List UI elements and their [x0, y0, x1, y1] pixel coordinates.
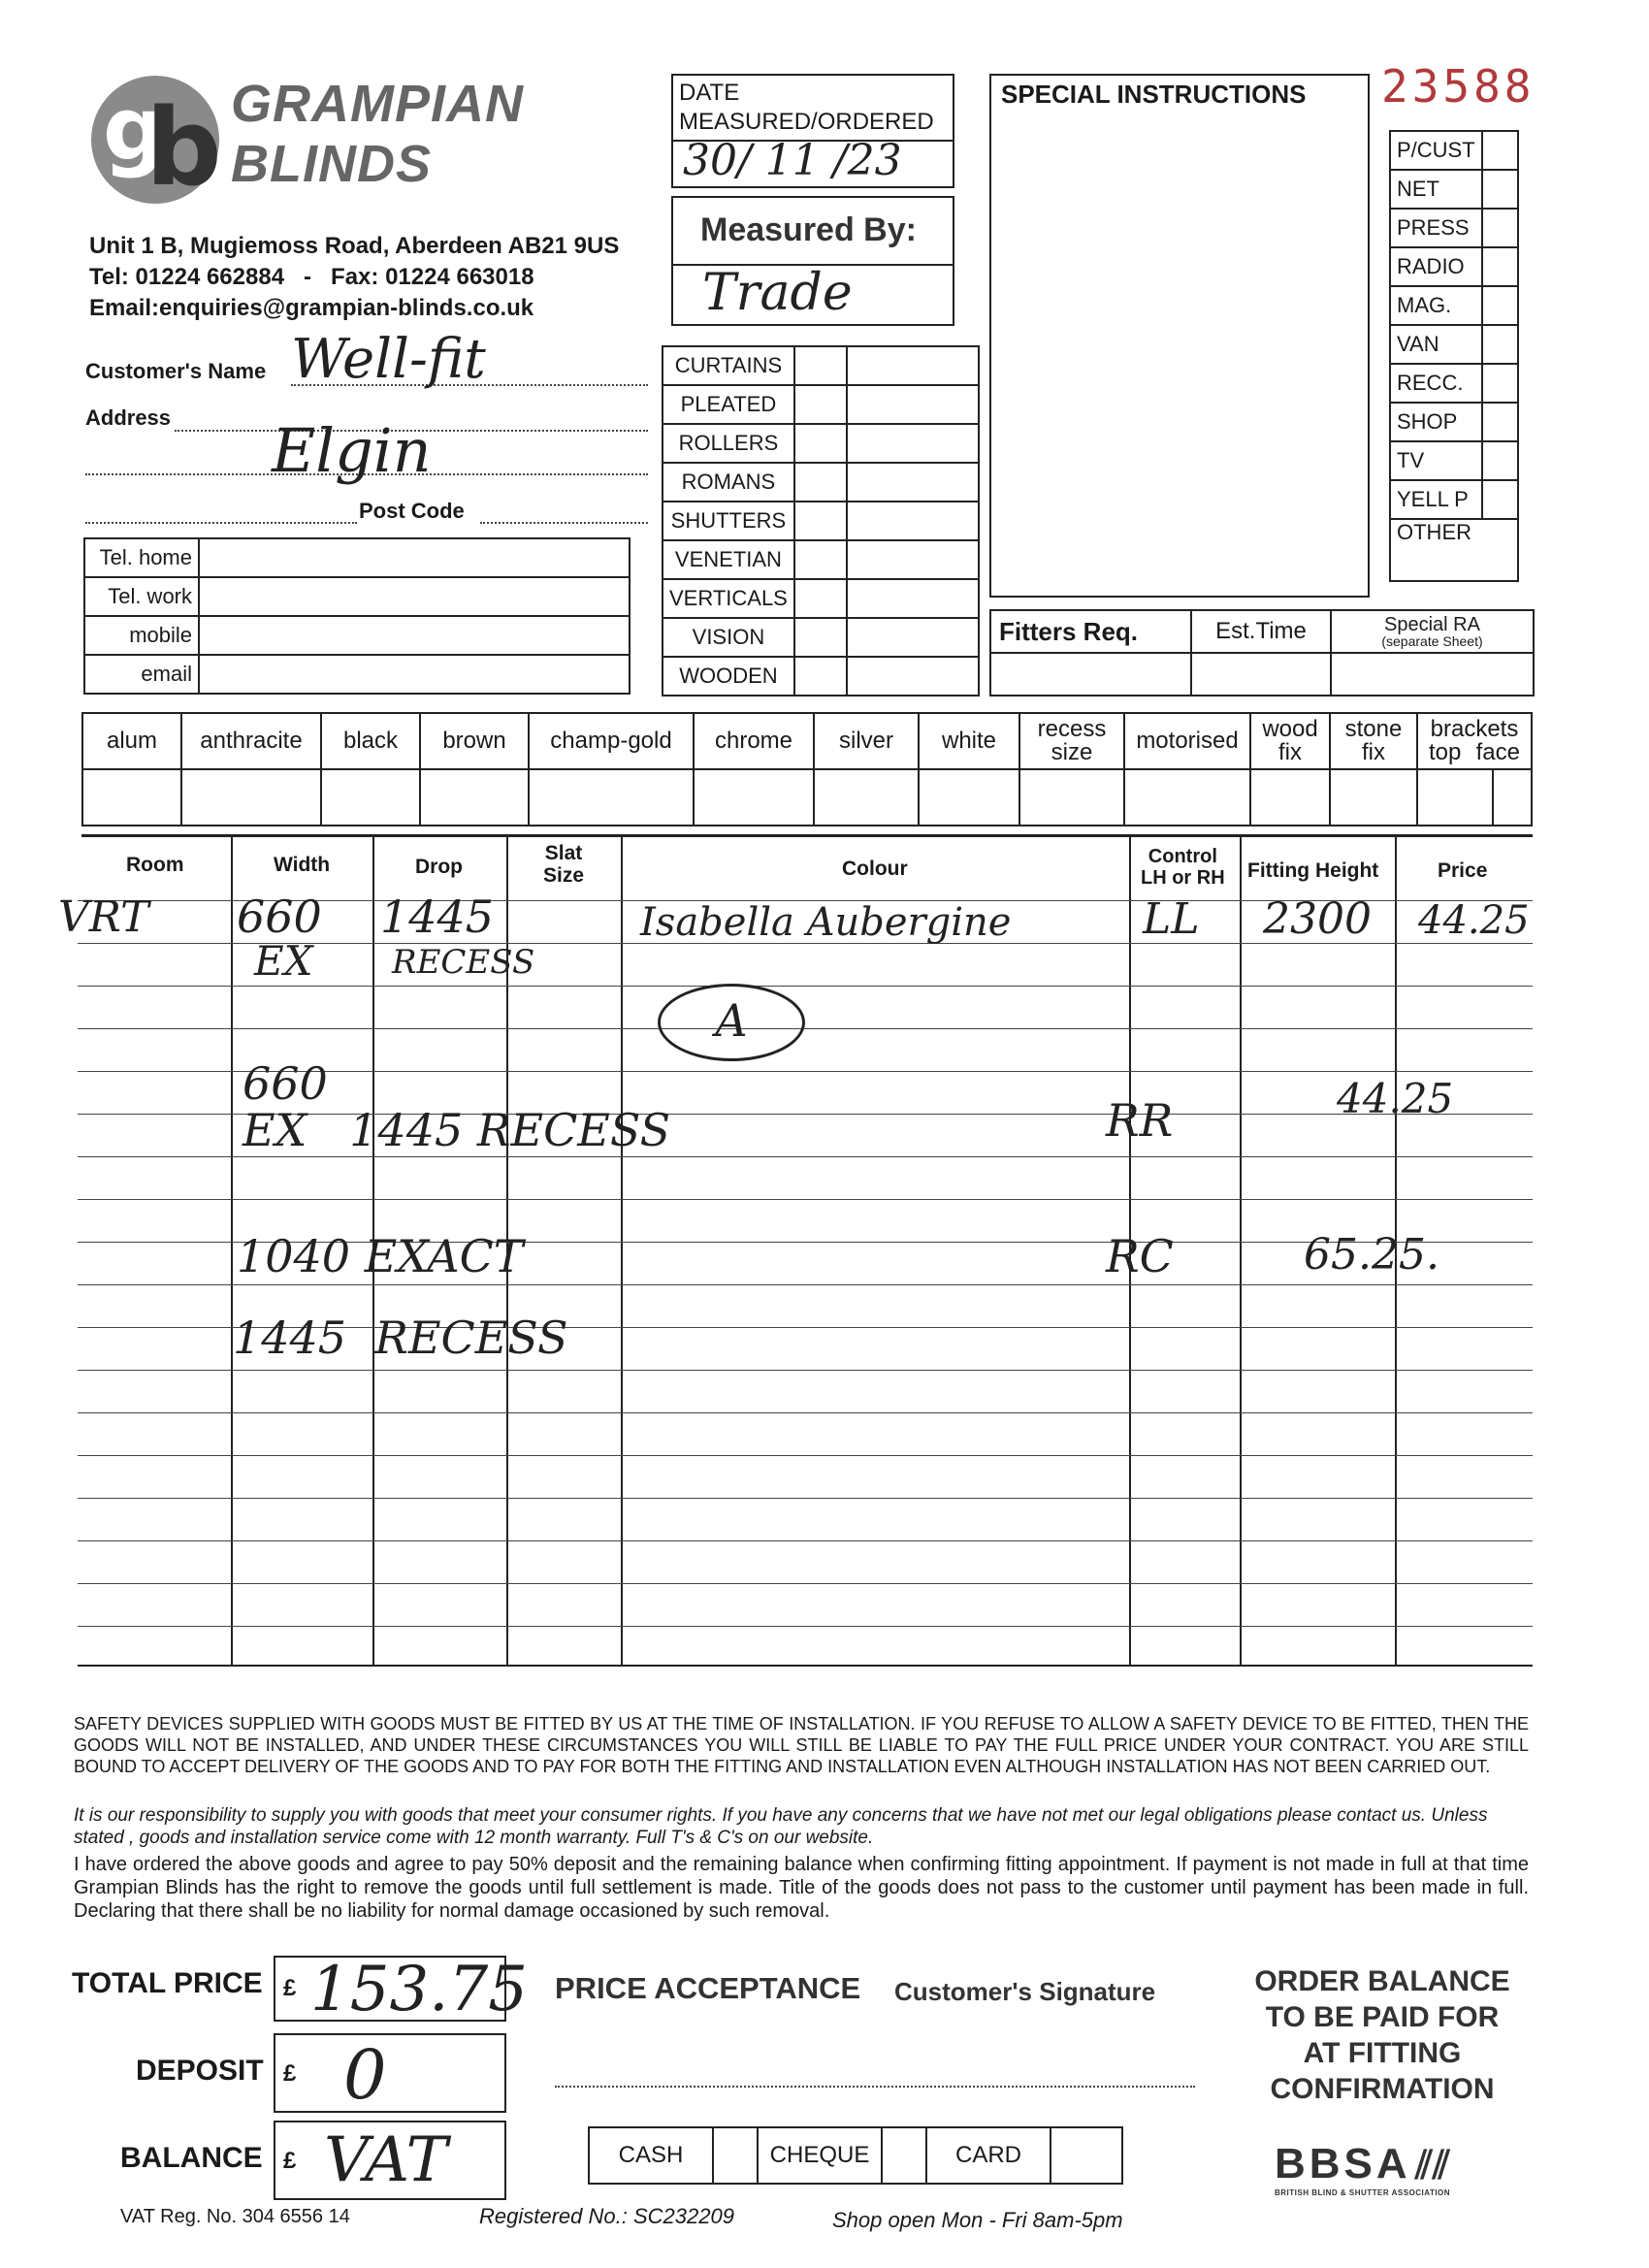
special-instructions-box [989, 74, 1370, 598]
stone-fix-sub: fix [1362, 739, 1385, 765]
date-label-1: DATE [679, 80, 740, 106]
postcode-line-left [85, 522, 357, 524]
wood-label: wood [1262, 716, 1318, 742]
registered-no: Registered No.: SC232209 [479, 2204, 734, 2228]
entry-colour: Isabella Aubergine [640, 900, 1012, 945]
source-label: OTHER [1390, 519, 1518, 581]
product-row [663, 540, 979, 579]
product-row [663, 385, 979, 424]
finish-label: black [321, 713, 420, 769]
product-row [663, 657, 979, 696]
entry-line-2: EX 1445 RECESS [242, 1104, 671, 1156]
slat-label-1: Slat [544, 842, 583, 864]
finish-check[interactable] [814, 769, 919, 826]
finishes-table [81, 712, 1533, 826]
col-price: Price [1438, 859, 1488, 882]
signature-line[interactable] [555, 2086, 1195, 2088]
date-label-2: MEASURED/ORDERED [679, 109, 934, 135]
payment-card-check[interactable] [1051, 2127, 1122, 2184]
entry-control-3: RC [1106, 1230, 1174, 1282]
entry-drop: 1445 [380, 891, 495, 943]
total-price-label: TOTAL PRICE [72, 1967, 263, 1999]
product-label: CURTAINS [663, 346, 794, 385]
notice-line: ORDER BALANCE [1254, 1965, 1510, 1997]
col-colour: Colour [842, 858, 908, 880]
brackets-top-value[interactable] [1417, 769, 1493, 826]
customer-signature-label: Customer's Signature [894, 1977, 1156, 2006]
product-row [663, 463, 979, 502]
product-row [663, 618, 979, 657]
notice-line: CONFIRMATION [1270, 2073, 1495, 2105]
wood-fix-value[interactable] [1250, 769, 1330, 826]
product-row [663, 346, 979, 385]
brackets-label [1417, 713, 1532, 769]
product-check[interactable] [794, 502, 847, 540]
consumer-rights-notice: It is our responsibility to supply you with goods that meet your consumer rights. If you have any concerns that we have not met our legal obligations please contact us. Unless stated , goods and installation service come with 12 month warranty. Full T's & C's on our website. [74, 1805, 1488, 1848]
source-row [1390, 441, 1518, 480]
product-check[interactable] [794, 385, 847, 424]
special-ra-cell [1331, 610, 1534, 653]
address-value: Elgin [272, 415, 432, 486]
source-check[interactable] [1482, 325, 1518, 364]
contact-label: email [84, 655, 199, 694]
finish-check[interactable] [529, 769, 694, 826]
source-label: YELL P [1390, 480, 1482, 519]
entry-width-2: 660 [242, 1057, 328, 1110]
contact-row [84, 655, 630, 694]
total-currency: £ [283, 1975, 297, 2001]
entry-fitting-height: 2300 [1263, 894, 1372, 944]
finish-label: silver [814, 713, 919, 769]
product-label: PLEATED [663, 385, 794, 424]
finish-label: champ-gold [529, 713, 694, 769]
entry-drop-note: RECESS [392, 943, 535, 982]
payment-cheque-label: CHEQUE [758, 2127, 882, 2184]
source-label: TV [1390, 441, 1482, 480]
product-check[interactable] [794, 540, 847, 579]
postcode-line [480, 522, 648, 524]
balance-value: VAT [324, 2124, 448, 2196]
circled-a-mark [658, 984, 805, 1061]
sources-table [1389, 130, 1519, 582]
brackets-face-value[interactable] [1493, 769, 1532, 826]
entry-control-2: RR [1106, 1094, 1174, 1147]
product-qty[interactable] [847, 463, 979, 502]
measured-by-box [671, 196, 954, 326]
source-row [1390, 131, 1518, 170]
wood-fix-sub: fix [1278, 739, 1302, 765]
source-check[interactable] [1482, 480, 1518, 519]
bbsa-logo [1275, 2140, 1507, 2197]
deposit-currency: £ [283, 2060, 297, 2087]
product-label: VERTICALS [663, 579, 794, 618]
col-fitting: Fitting Height [1247, 859, 1379, 882]
col-room: Room [126, 854, 184, 876]
source-label: MAG. [1390, 286, 1482, 325]
safety-notice: SAFETY DEVICES SUPPLIED WITH GOODS MUST BE FITTED BY US AT THE TIME OF INSTALLATION. IF YOU REFUSE TO ALLOW A SAFETY DEVICE TO BE FITTED, THEN THE GOODS WILL NOT BE INSTALLED, AND UNDER THESE CIRCUMSTANCES YOU WILL STILL BE LIABLE TO PAY THE FULL PRICE UNDER YOUR CONTRACT. YOU ARE STILL BOUND TO ACCEPT DELIVERY OF THE GOODS AND TO PAY FOR BOTH THE FITTING AND INSTALLATION EVEN ALTHOUGH INSTALLATION HAS NOT BEEN CARRIED OUT. [74, 1714, 1529, 1776]
stone-fix-value[interactable] [1330, 769, 1417, 826]
fitters-table [989, 609, 1535, 697]
balance-box[interactable] [274, 2121, 506, 2200]
order-balance-notice [1232, 1963, 1533, 2107]
product-qty[interactable] [847, 618, 979, 657]
products-table [662, 345, 980, 697]
company-name-line2: BLINDS [231, 135, 432, 193]
circled-a-text: A [715, 994, 748, 1047]
brackets-title: brackets [1430, 716, 1519, 742]
contact-row [84, 538, 630, 577]
customer-name-value: Well-fit [291, 328, 486, 391]
contact-value[interactable] [199, 577, 630, 616]
customer-name-label: Customer's Name [85, 359, 267, 383]
contact-row [84, 577, 630, 616]
product-label: SHUTTERS [663, 502, 794, 540]
contact-label: Tel. work [84, 577, 199, 616]
product-label: ROMANS [663, 463, 794, 502]
source-label: SHOP [1390, 403, 1482, 441]
source-check[interactable] [1482, 441, 1518, 480]
product-label: WOODEN [663, 657, 794, 696]
bbsa-subtitle: BRITISH BLIND & SHUTTER ASSOCIATION [1275, 2188, 1451, 2197]
product-qty[interactable] [847, 657, 979, 696]
product-check[interactable] [794, 346, 847, 385]
company-phone: Tel: 01224 662884 - Fax: 01224 663018 [89, 264, 534, 290]
payment-cheque-check[interactable] [882, 2127, 926, 2184]
bbsa-stripes-icon: ⫽⫽ [1415, 2144, 1450, 2187]
special-ra-label: Special RA [1384, 614, 1480, 635]
entry-control: LL [1143, 894, 1200, 944]
contact-label: Tel. home [84, 538, 199, 577]
deposit-label: DEPOSIT [136, 2055, 264, 2087]
gb-logo-icon [85, 70, 231, 206]
product-label: ROLLERS [663, 424, 794, 463]
recess-label: recess [1037, 716, 1107, 742]
source-label: RECC. [1390, 364, 1482, 403]
product-qty[interactable] [847, 579, 979, 618]
finish-label: alum [82, 713, 181, 769]
address-label: Address [85, 405, 172, 430]
date-value: 30/ 11 /23 [683, 136, 902, 185]
motorised-value[interactable] [1124, 769, 1250, 826]
product-qty[interactable] [847, 540, 979, 579]
finish-check[interactable] [694, 769, 814, 826]
finish-check[interactable] [181, 769, 321, 826]
entry-price: 44.25 [1418, 898, 1530, 943]
product-label: VENETIAN [663, 540, 794, 579]
deposit-terms: I have ordered the above goods and agree to pay 50% deposit and the remaining balance when confirming fitting appointment. If payment is not made in full at that time Grampian Blinds has the right to remove the goods until full settlement is made. Title of the goods does not pass to the customer until payment has been made in full. Declaring that there shall be no liability for normal damage occasioned by such removal. [74, 1854, 1529, 1922]
payment-cash-label: CASH [589, 2127, 713, 2184]
source-label: NET [1390, 170, 1482, 209]
source-row [1390, 286, 1518, 325]
price-acceptance-label: PRICE ACCEPTANCE [555, 1971, 861, 2005]
special-instructions-label: SPECIAL INSTRUCTIONS [1001, 80, 1307, 109]
product-check[interactable] [794, 657, 847, 696]
brackets-face: face [1475, 739, 1520, 765]
source-label: RADIO [1390, 247, 1482, 286]
motorised-label: motorised [1124, 713, 1250, 769]
control-label-1: Control [1148, 846, 1217, 867]
shop-hours: Shop open Mon - Fri 8am-5pm [832, 2208, 1123, 2232]
deposit-box[interactable] [274, 2033, 506, 2113]
product-check[interactable] [794, 618, 847, 657]
svg-text:g: g [103, 79, 166, 180]
source-row [1390, 480, 1518, 519]
payment-cash-check[interactable] [713, 2127, 758, 2184]
finish-label: brown [420, 713, 529, 769]
notice-line: AT FITTING [1303, 2037, 1462, 2069]
product-row [663, 502, 979, 540]
contact-table [83, 537, 630, 695]
entry-price-2: 44.25 [1337, 1075, 1454, 1122]
payment-methods-table [588, 2126, 1123, 2185]
company-address: Unit 1 B, Mugiemoss Road, Aberdeen AB21 9US [89, 233, 620, 259]
product-check[interactable] [794, 463, 847, 502]
contact-value[interactable] [199, 616, 630, 655]
total-price-value: 153.75 [310, 1954, 528, 2025]
bbsa-logo-text: BBSA [1275, 2140, 1411, 2187]
est-time-value[interactable] [1191, 653, 1331, 696]
contact-row [84, 616, 630, 655]
col-drop: Drop [415, 856, 463, 878]
finish-label: anthracite [181, 713, 321, 769]
slat-label-2: Size [543, 864, 585, 888]
contact-label: mobile [84, 616, 199, 655]
recess-size-label [1019, 713, 1124, 769]
col-width: Width [274, 854, 331, 876]
form-number: 23588 [1381, 60, 1536, 113]
size-label: size [1051, 739, 1093, 765]
measured-by-label: Measured By: [700, 211, 917, 248]
product-qty[interactable] [847, 385, 979, 424]
source-label: VAN [1390, 325, 1482, 364]
order-table-top-rule [81, 834, 1533, 837]
contact-value[interactable] [199, 655, 630, 694]
special-ra-sub: (separate Sheet) [1381, 633, 1483, 649]
col-slat [543, 842, 584, 887]
source-check[interactable] [1482, 286, 1518, 325]
postcode-label: Post Code [359, 499, 465, 523]
col-control [1141, 846, 1225, 889]
source-row [1390, 209, 1518, 247]
measured-by-value: Trade [702, 264, 853, 322]
source-check[interactable] [1482, 403, 1518, 441]
finish-check[interactable] [82, 769, 181, 826]
entry-line-4: 1445 RECESS [233, 1312, 568, 1364]
control-label-2: LH or RH [1141, 867, 1225, 889]
source-check[interactable] [1482, 247, 1518, 286]
date-box [671, 74, 954, 188]
entry-line-3: 1040 EXACT [237, 1230, 524, 1282]
vat-reg: VAT Reg. No. 304 6556 14 [120, 2206, 350, 2227]
source-check[interactable] [1482, 209, 1518, 247]
balance-currency: £ [283, 2148, 297, 2174]
source-check[interactable] [1482, 364, 1518, 403]
entry-price-3: 65.25. [1304, 1230, 1439, 1280]
source-row [1390, 519, 1518, 581]
deposit-value: 0 [343, 2035, 387, 2115]
finish-check[interactable] [420, 769, 529, 826]
stone-label: stone [1344, 716, 1403, 742]
product-row [663, 424, 979, 463]
product-label: VISION [663, 618, 794, 657]
company-name-line1: GRAMPIAN [231, 75, 524, 133]
product-qty[interactable] [847, 502, 979, 540]
contact-value[interactable] [199, 538, 630, 577]
finish-check[interactable] [919, 769, 1019, 826]
product-qty[interactable] [847, 346, 979, 385]
brackets-top: top [1429, 739, 1462, 765]
product-check[interactable] [794, 579, 847, 618]
fitters-req-value[interactable] [990, 653, 1191, 696]
source-row [1390, 247, 1518, 286]
balance-label: BALANCE [120, 2142, 263, 2174]
stone-fix-label [1330, 713, 1417, 769]
recess-size-value[interactable] [1019, 769, 1124, 826]
entry-width-note: EX [254, 937, 313, 985]
finish-label: chrome [694, 713, 814, 769]
source-row [1390, 325, 1518, 364]
source-row [1390, 403, 1518, 441]
wood-fix-label [1250, 713, 1330, 769]
source-check[interactable] [1482, 131, 1518, 170]
finish-check[interactable] [321, 769, 420, 826]
product-qty[interactable] [847, 424, 979, 463]
source-check[interactable] [1482, 170, 1518, 209]
entry-room: VRT [58, 892, 149, 942]
notice-line: TO BE PAID FOR [1265, 2001, 1500, 2033]
product-check[interactable] [794, 424, 847, 463]
payment-card-label: CARD [926, 2127, 1051, 2184]
finish-label: white [919, 713, 1019, 769]
product-row [663, 579, 979, 618]
source-row [1390, 364, 1518, 403]
est-time-label: Est.Time [1191, 610, 1331, 653]
svg-text:b: b [146, 85, 222, 206]
fitters-req-label: Fitters Req. [990, 610, 1191, 653]
total-price-box[interactable] [274, 1954, 528, 2025]
source-label: PRESS [1390, 209, 1482, 247]
company-logo [85, 70, 231, 206]
source-label: P/CUST [1390, 131, 1482, 170]
source-row [1390, 170, 1518, 209]
entry-width: 660 [237, 891, 322, 943]
company-email: Email:enquiries@grampian-blinds.co.uk [89, 295, 534, 321]
special-ra-value[interactable] [1331, 653, 1534, 696]
